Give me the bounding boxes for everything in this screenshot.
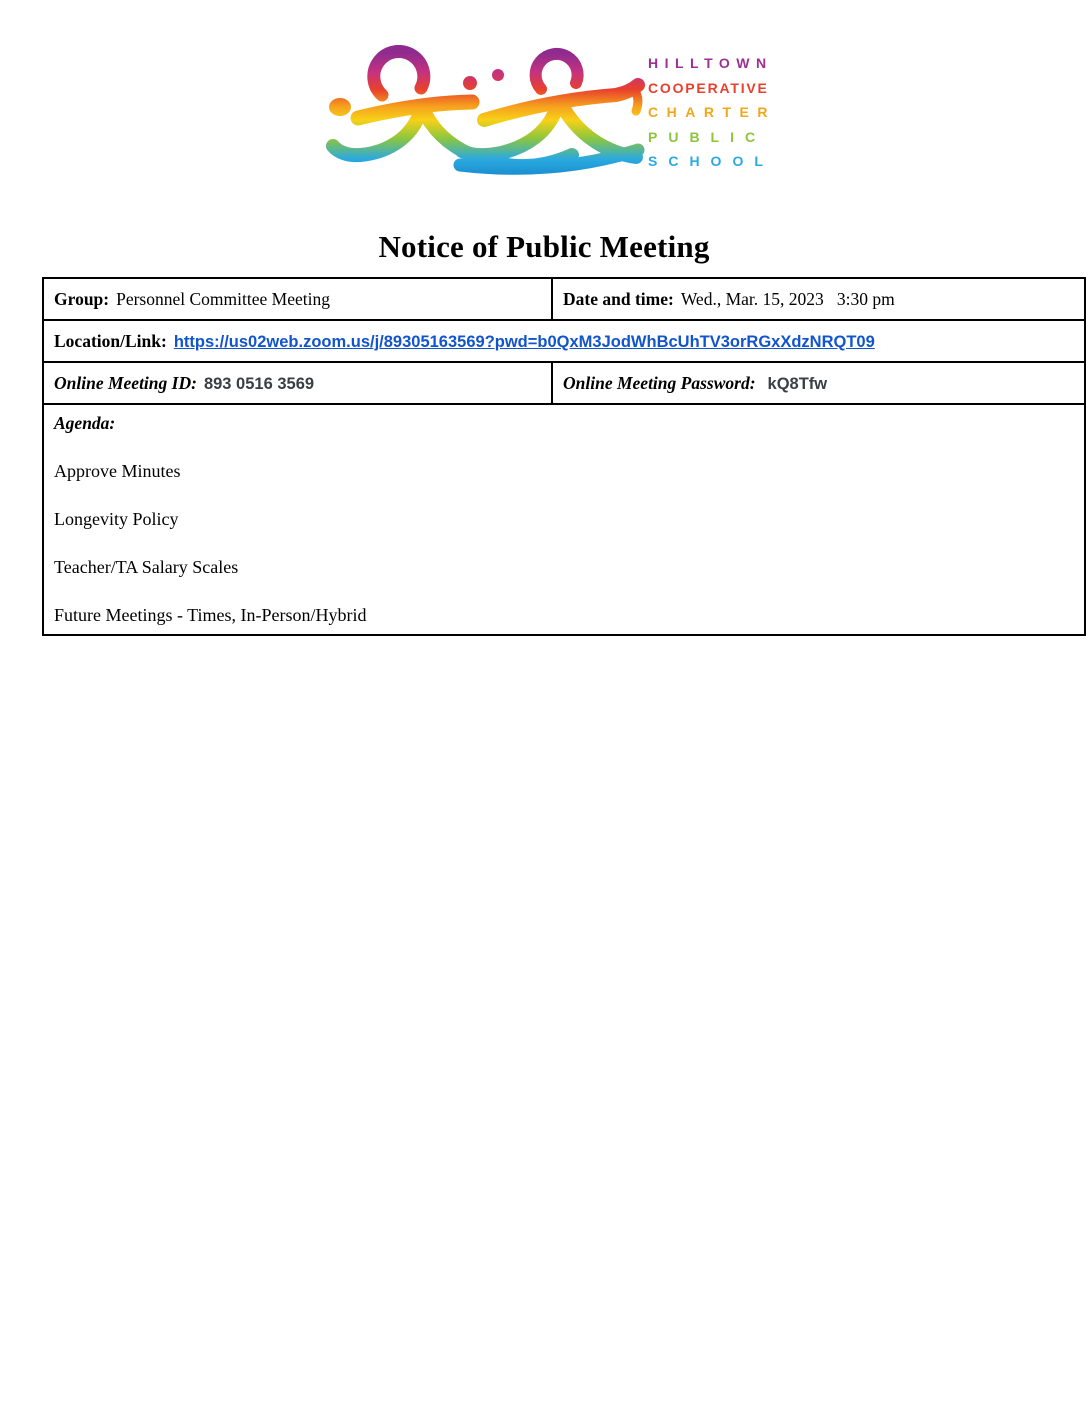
- meeting-id-value: 893 0516 3569: [203, 374, 315, 393]
- page-title: Notice of Public Meeting: [378, 229, 710, 264]
- group-cell: [43, 278, 552, 320]
- logo-line-public: PUBLIC: [648, 128, 767, 145]
- datetime-cell: [552, 278, 1085, 320]
- password-value: kQ8Tfw: [767, 374, 828, 393]
- logo-wordmark: [648, 51, 793, 174]
- table-row-location: [43, 320, 1085, 362]
- meeting-id-cell: [43, 362, 552, 404]
- zoom-meeting-link[interactable]: https://us02web.zoom.us/j/89305163569?pwd=b0QxM3JodWhBcUhTV3orRGxXdzNRQT09: [173, 332, 875, 351]
- dancing-figures-icon: [320, 45, 650, 180]
- meeting-id-label: Online Meeting ID:: [54, 372, 197, 393]
- location-cell: [43, 320, 1085, 362]
- logo-line-charter: CHARTER: [648, 104, 776, 120]
- logo-line-hilltown: HILLTOWN: [648, 55, 773, 71]
- meeting-info-table: [42, 277, 1086, 636]
- password-cell: [552, 362, 1085, 404]
- logo-line-school: SCHOOL: [648, 153, 774, 169]
- agenda-item: Future Meetings - Times, In-Person/Hybrid: [54, 605, 367, 625]
- agenda-cell: [43, 404, 1085, 635]
- datetime-value: Wed., Mar. 15, 2023 3:30 pm: [680, 288, 895, 309]
- location-label: Location/Link:: [54, 330, 167, 351]
- agenda-item: Longevity Policy: [54, 509, 179, 529]
- agenda-item: Teacher/TA Salary Scales: [54, 557, 239, 577]
- agenda-item: Approve Minutes: [54, 461, 181, 481]
- logo-line-cooperative: COOPERATIVE: [648, 79, 769, 96]
- table-row-group-date: [43, 278, 1085, 320]
- table-row-id-password: [43, 362, 1085, 404]
- school-logo: [320, 45, 795, 185]
- table-row-agenda: [43, 404, 1085, 635]
- group-label: Group:: [54, 288, 110, 309]
- agenda-label: Agenda:: [54, 413, 116, 433]
- group-value: Personnel Committee Meeting: [116, 288, 330, 309]
- datetime-label: Date and time:: [563, 288, 674, 309]
- password-label: Online Meeting Password:: [563, 372, 756, 393]
